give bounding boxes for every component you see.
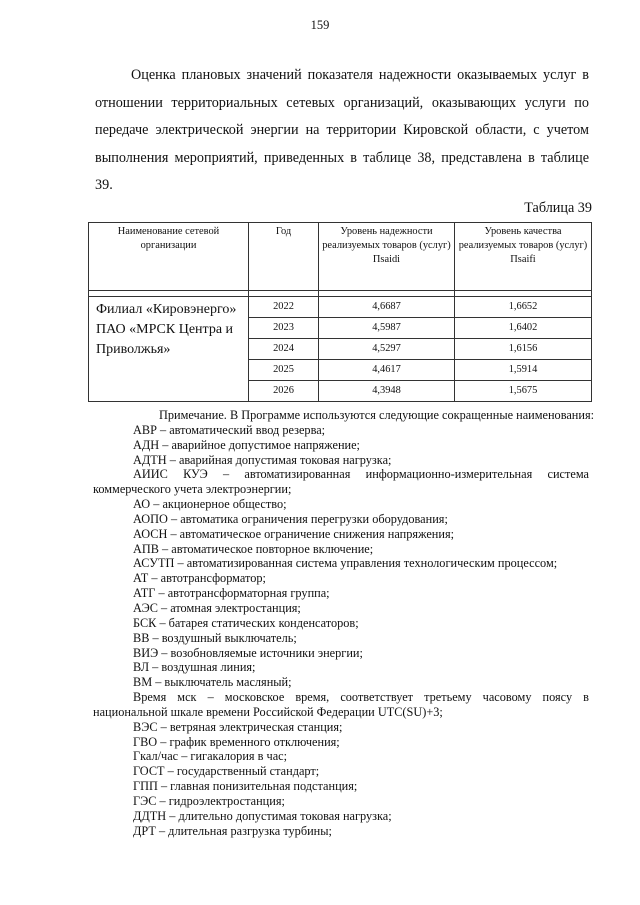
header-quality: Уровень качества реализуемых товаров (услуг) Пsaifi xyxy=(455,223,592,291)
table-header-row xyxy=(89,223,592,291)
abbreviation-item: АЭС – атомная электростанция; xyxy=(133,600,301,615)
abbreviation-item: ГВО – график временного отключения; xyxy=(133,734,340,749)
intro-paragraph: Оценка плановых значений показателя надежности оказываемых услуг в отношении территориальных сетевых организаций, оказывающих услуги по передаче электрической энергии на территории Кировской области, с учетом выполнения мероприятий, приведенных в таблице 38, представлена в таблице 39. xyxy=(95,67,589,193)
abbreviation-item: ВМ – выключатель масляный; xyxy=(133,675,292,690)
abbreviation-item: ГОСТ – государственный стандарт; xyxy=(133,764,320,779)
header-org: Наименование сетевой организации xyxy=(89,223,249,291)
abbreviation-item: АТ – автотрансформатор; xyxy=(133,571,266,586)
year-cell: 2024 xyxy=(249,339,319,360)
header-year: Год xyxy=(249,223,319,291)
year-cell: 2022 xyxy=(249,297,319,318)
abbreviation-item: ДДТН – длительно допустимая токовая нагрузка; xyxy=(133,808,392,823)
header-reliability: Уровень надежности реализуемых товаров (услуг) Пsaidi xyxy=(319,223,455,291)
year-cell: 2023 xyxy=(249,318,319,339)
abbreviation-item: АИИС КУЭ – автоматизированная информационно-измерительная система коммерческого учета электроэнергии; xyxy=(93,467,589,497)
abbreviation-item: ГПП – главная понизительная подстанция; xyxy=(133,779,358,794)
abbreviation-item: БСК – батарея статических конденсаторов; xyxy=(133,615,359,630)
saidi-cell: 4,5297 xyxy=(319,339,455,360)
reliability-table xyxy=(88,222,592,402)
abbreviation-item: АПВ – автоматическое повторное включение; xyxy=(133,541,374,556)
table-caption: Таблица 39 xyxy=(524,200,592,216)
abbreviation-item: АДТН – аварийная допустимая токовая нагрузка; xyxy=(133,452,392,467)
abbreviation-item: АО – акционерное общество; xyxy=(133,497,287,512)
saifi-cell: 1,6402 xyxy=(455,318,592,339)
saifi-cell: 1,6156 xyxy=(455,339,592,360)
abbreviation-item: ВЛ – воздушная линия; xyxy=(133,660,256,675)
saidi-cell: 4,5987 xyxy=(319,318,455,339)
note-intro: Примечание. В Программе используются следующие сокращенные наименования: xyxy=(159,408,595,422)
saifi-cell: 1,6652 xyxy=(455,297,592,318)
saidi-cell: 4,6687 xyxy=(319,297,455,318)
table-row xyxy=(89,297,592,318)
abbreviation-item: ДРТ – длительная разгрузка турбины; xyxy=(133,823,332,838)
abbreviation-item: ГЭС – гидроэлектростанция; xyxy=(133,793,285,808)
abbreviation-item: АТГ – автотрансформаторная группа; xyxy=(133,586,330,601)
abbreviation-item: АОСН – автоматическое ограничение снижения напряжения; xyxy=(133,526,455,541)
saidi-cell: 4,4617 xyxy=(319,360,455,381)
saifi-cell: 1,5675 xyxy=(455,381,592,402)
saifi-cell: 1,5914 xyxy=(455,360,592,381)
abbreviation-item: ВЭС – ветряная электрическая станция; xyxy=(133,719,343,734)
abbreviation-item: АДН – аварийное допустимое напряжение; xyxy=(133,437,360,452)
abbreviation-item: АОПО – автоматика ограничения перегрузки оборудования; xyxy=(133,511,448,526)
abbreviation-item: Время мск – московское время, соответствует третьему часовому поясу в национальной шкале времени Российской Федерации UTC(SU)+3; xyxy=(93,690,589,719)
saidi-cell: 4,3948 xyxy=(319,381,455,402)
abbreviation-item: АВР – автоматический ввод резерва; xyxy=(133,422,326,437)
org-name-cell: Филиал «Кировэнерго» ПАО «МРСК Центра и Приволжья» xyxy=(89,297,249,402)
page-number: 159 xyxy=(310,18,330,32)
year-cell: 2025 xyxy=(249,360,319,381)
abbreviation-item: АСУТП – автоматизированная система управления технологическим процессом; xyxy=(133,556,558,571)
abbreviation-item: ВВ – воздушный выключатель; xyxy=(133,630,297,645)
year-cell: 2026 xyxy=(249,381,319,402)
abbreviation-item: ВИЭ – возобновляемые источники энергии; xyxy=(133,645,363,660)
abbreviations-note xyxy=(93,408,595,838)
abbreviation-item: Гкал/час – гигакалория в час; xyxy=(133,749,288,764)
